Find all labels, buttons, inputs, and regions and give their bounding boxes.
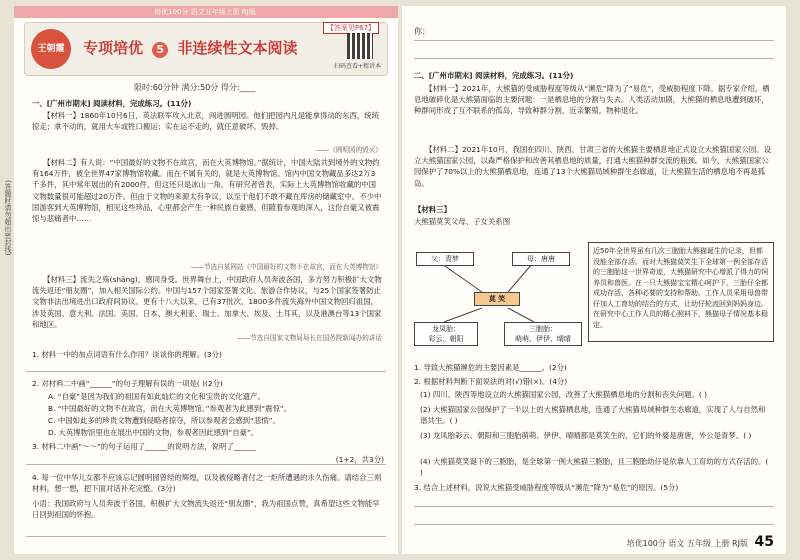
time-score-line: 限时:60分钟 满分:50分 得分:____ — [134, 83, 256, 92]
section-banner — [24, 22, 388, 76]
question-2-option-a[interactable]: A. “自豪”是因为我们的祖国有如此灿烂的文化和宝贵的文化遗产。 — [48, 392, 265, 401]
brand-logo: 王朝霞 — [31, 29, 71, 69]
diagram-triplets: 三胞胎： 萌萌、伊伊、晴晴 — [504, 322, 582, 346]
you-label: 你： — [414, 27, 430, 36]
panda-material-2: 【材料二】2021年10月，我国在四川、陕西、甘肃三省的大熊猫主要栖息地正式设立大熊猫国家公园。设立大熊猫国家公园，以森严格保护和改善其栖息地的质量，打通大熊猫种群交流的瓶颈。如今，大熊猫国家公园保护了70%以上的大熊猫栖息地，连通了13个大熊猫局域种群生态廊道，让大熊猫生活的栖息地不再是孤岛。 — [414, 145, 772, 188]
question-4: 4. 每一位中华儿女都不应该忘记圆明园曾经的辉煌，以及被侵略者付之一炬所遭遇的永久伤痛。请结合三则材料，想一想，把下面对话补充完整。(3分) — [32, 473, 382, 494]
judge-item-3[interactable]: (3) 龙凤胎彩云、朝阳和三胞胎萌萌、伊伊、晴晴都是莫笑生的，它们的外婆是唐唐，外公是青梦。( ) — [420, 431, 752, 440]
answer-reference: 【答案见P67】 — [323, 22, 379, 34]
panda-question-3: 3. 结合上述材料，说说大熊猫受威胁程度等级从“濒危”降为“易危”的原因。(5分) — [414, 483, 679, 492]
panda-question-2: 2. 根据材料判断下面说法的对(√)错(×)。(4分) — [414, 377, 568, 386]
diagram-father: 父：青梦 — [416, 252, 474, 266]
material-3-source: ——节选自国家文物局局长在国务院新闻办的讲话 — [236, 334, 382, 342]
question-2-option-b[interactable]: B. “中国最好的文物不在故宫，而在大英博物馆。”参观者为此感到“震惊”。 — [48, 404, 292, 413]
judge-item-1[interactable]: (1) 四川、陕西等地设立的大熊猫国家公园，改善了大熊猫栖息地的分割和丧失问题。( ) — [420, 390, 708, 399]
judge-item-4[interactable]: (4) 大熊猫莫笑诞下的三胞胎，是全球第一例大熊猫三胞胎，且三胞胎幼仔是依靠人工育幼的方式存活的。( ) — [420, 457, 769, 478]
right-page — [402, 6, 786, 554]
diagram-center: 莫 笑 — [474, 292, 520, 306]
material-2-source: ——节选自某网站《中国最好的文物不在故宫，而在大英博物馆》 — [190, 263, 382, 271]
answer-line[interactable] — [26, 536, 386, 537]
answer-line[interactable] — [26, 371, 386, 372]
question-1: 1. 材料一中的加点词语有什么作用？谈谈你的理解。(3分) — [32, 350, 222, 359]
answer-line[interactable] — [26, 464, 386, 465]
judge-item-2[interactable]: (2) 大熊猫国家公园保护了一半以上的大熊猫栖息地，连通了大熊猫局域种群生态廊道，实现了人与自然和谐共生。( ) — [420, 405, 766, 426]
diagram-caption: 大熊猫莫笑父母、子女关系图 — [414, 217, 511, 226]
question-2-option-c[interactable]: C. 中国如此多的珍贵文物遭到侵略者掠夺，所以参观者会感到“悲愤”。 — [48, 416, 280, 425]
panda-family-diagram — [412, 250, 580, 356]
question-3-score: (1+2，共3分) — [335, 455, 384, 464]
answer-line[interactable] — [414, 524, 774, 525]
diagram-twins: 龙凤胎： 彩云、朝阳 — [414, 322, 478, 346]
page-number: 45 — [754, 534, 774, 550]
question-2: 2. 对材料二中画“______”的句子理解有误的一项是( )(2分) — [32, 379, 223, 388]
question-3: 3. 材料二中画“～～”的句子运用了______的说明方法，说明了______ — [32, 442, 256, 451]
material-2: 【材料二】有人说：“中国最好的文物不在故宫，而在大英博物馆。”据统计，中国大陆共到境外的文物约有164万件，被全世界47家博物馆收藏。而在不属有关的，就是大英博物馆。馆内中国文物藏品多达2万3千多件，其中常年展出的有2000件，但这还只是冰山一角。有研究者曾表，实际上大英博物馆收藏的中国文物数量很可能超过20万件。但由于文物的来源太有争议，以至于他们不敢不藏在库房的储藏室中。不少中国游客到大英博物馆，相见这些珍品，心里都会产生一种民族自豪感，但随着参观的深入，这份自豪又被震惊与悲痛者中…… — [32, 158, 382, 224]
banner-title-a: 专项培优 — [83, 39, 144, 57]
section-2-heading: 二、[广州市期末] 阅读材料，完成练习。(11分) — [414, 71, 574, 80]
left-page — [14, 6, 398, 554]
diagram-mother: 母：唐唐 — [512, 252, 570, 266]
material-1-source: ——《圆明园的毁灭》 — [316, 146, 382, 154]
answer-line[interactable] — [414, 506, 774, 507]
panda-info-box: 近50年全世界虽有几次三胞胎大熊猫诞生的记录，但都没能全部存活。而对大熊猫莫笑生下全球第一例全部存活的三胞胎这一世界奇迹，大熊猫研究中心增派了得力的饲养员和兽医。在一只大熊猫宝宝精心呵护下，三胎仔全都成功存活，各种必要的支持和帮助。工作人员采用母兽带仔加人工育幼的结合的方式，让幼仔轮流回到妈妈身边。在研究中心工作人员的精心照料下，熊猫母子情况基本稳定。 — [588, 242, 774, 342]
question-2-option-d[interactable]: D. 大英博物馆里也在展出中国的文物，参观者因此感到“自豪”。 — [48, 428, 259, 437]
panda-material-3: 【材料三】 — [414, 205, 451, 214]
question-4-dialogue: 小语：我国政府与人员奔波于各国，积极扩大文物流失返还“朋友圈”，我为祖国点赞，真希望这些文物能早日回到祖国的怀抱。 — [32, 499, 380, 520]
answer-line[interactable] — [414, 58, 774, 59]
top-strip-text: 培优100分 语文五年级上册 RJ版 — [154, 8, 256, 16]
panda-question-1: 1. 导致大熊猫濒危的主要因素是______。(2分) — [414, 363, 567, 372]
answer-line[interactable] — [414, 40, 774, 41]
seal-line-note: (答题时请勿超出密封线) — [4, 180, 12, 256]
material-1: 【材料一】1860年10月6日，英法联军攻入北京，闯进圆明园。他们把园内凡是能拿得动的东西，统统掠走；拿不动的，就用大车或牲口搬运；实在运不走的，就任意破坏、毁掉。 — [32, 111, 380, 132]
material-3: 【材料三】流失之殇(shāng)，感同身受。世界舞台上，中国政府人员奔波各国，多方努力积极扩大文物流失返还“朋友圈”，加入相关国际公约。中国与157个国家签署文化、旅游合作协议，与25个国家签署防止文物非法出境进出口政府间协议。更有十八大以来，已有37批次、1800多件流失海外中国文物回归祖国，涉及英国、意大利、法国、美国、日本、澳大利亚、瑞士、加拿大、埃及、土耳其，以及港澳台等13个国家和地区。 — [32, 275, 382, 329]
banner-title-b: 非连续性文本阅读 — [177, 39, 298, 57]
qr-code-icon[interactable] — [347, 33, 373, 59]
section-1-heading: 一、[广州市期末] 阅读材料，完成练习。(11分) — [32, 99, 192, 108]
panda-material-1: 【材料一】2021年，大熊猫的受威胁程度等级从“濒危”降为了“易危”，受威胁程度下降。据专家介绍，栖息地破碎化是大熊猫面临的主要问题：一是栖息地的分割与失去。人类活动加剧，大熊猫的栖息地遭到破坏，种群间形成了互不联系的孤岛，导致种群分割，近亲繁殖，物种退化。 — [414, 84, 770, 116]
page-footer — [627, 534, 774, 550]
banner-title — [83, 37, 298, 58]
footer-text: 培优100分 语文 五年级 上册 RJ版 — [626, 539, 748, 548]
qr-label: 扫码查看+精讲本 — [333, 63, 381, 70]
banner-number-badge: 5 — [152, 42, 168, 58]
